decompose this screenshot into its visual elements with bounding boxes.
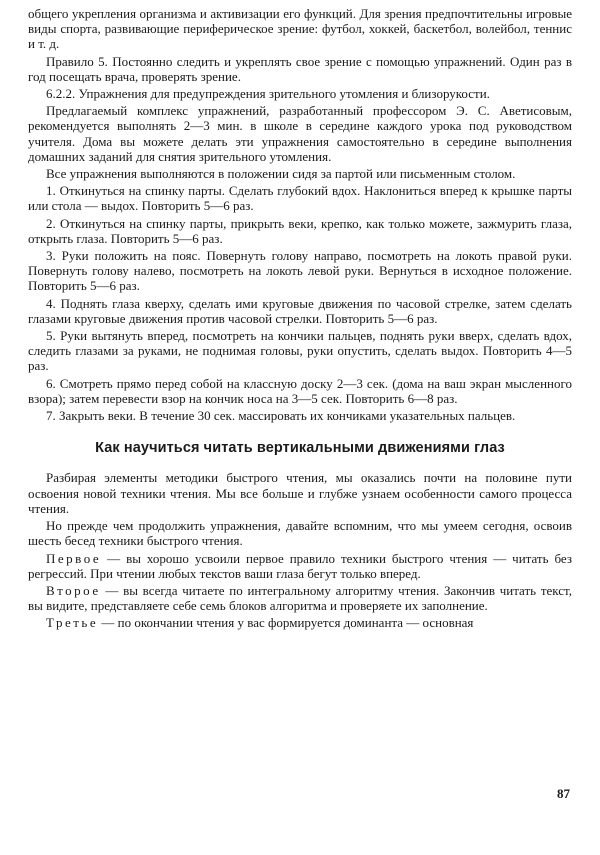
list-item-text: — по окончании чтения у вас формируется доминанта — основная xyxy=(98,615,474,631)
list-item-text: — вы хорошо усвоили первое правило техники быстрого чтения — читать без регрессий. При чтении любых текстов ваши глаза бегут только вперед. xyxy=(28,550,572,581)
rule-5-paragraph: Правило 5. Постоянно следить и укреплять свое зрение с помощью упражнений. Один раз в год посещать врача, проверять зрение. xyxy=(28,53,572,84)
paragraph: Все упражнения выполняются в положении сидя за партой или письменным столом. xyxy=(46,166,516,182)
spaced-lead-word: Первое xyxy=(46,550,102,566)
paragraph: Разбирая элементы методики быстрого чтения, мы оказались почти на половине пути освоения новой техники чтения. Мы все больше и глубже узнаем особенности самого процесса чтения. xyxy=(28,470,572,516)
exercise-item-7: 7. Закрыть веки. В течение 30 сек. массировать их кончиками указательных пальцев. xyxy=(46,408,516,424)
exercise-item-5: 5. Руки вытянуть вперед, посмотреть на кончики пальцев, поднять руки вверх, сделать вдох, следить глазами за руками, не поднимая головы, руки опустить, сделать выдох. Повторить 4—5 раз. xyxy=(28,328,572,374)
exercise-item-2: 2. Откинуться на спинку парты, прикрыть веки, крепко, как только можете, зажмурить глаза, открыть глаза. Повторить 5—6 раз. xyxy=(28,215,572,246)
paragraph: Но прежде чем продолжить упражнения, давайте вспомним, что мы умеем сегодня, освоив шесть бесед техники быстрого чтения. xyxy=(28,518,572,549)
section-heading-6-2-2: 6.2.2. Упражнения для предупреждения зрительного утомления и близорукости. xyxy=(46,86,490,102)
list-item-first xyxy=(28,551,572,581)
exercise-item-4: 4. Поднять глаза кверху, сделать ими круговые движения по часовой стрелке, затем сделать глазами круговые движения против часовой стрелки. Повторить 5—6 раз. xyxy=(28,295,572,326)
paragraph: Предлагаемый комплекс упражнений, разработанный профессором Э. С. Аветисовым, рекомендуется выполнять 2—3 мин. в школе в середине каждого урока под руководством учителя. Дома вы можете делать эти упражнения самостоятельно в середине выполнения домашних заданий для снятия зрительного утомления. xyxy=(28,103,572,164)
list-item-third xyxy=(28,615,572,630)
list-item-text: — вы всегда читаете по интегральному алгоритму чтения. Закончив читать текст, вы видите, представляете себе семь блоков алгоритма и проверяете их заполнение. xyxy=(28,582,572,614)
paragraph: общего укрепления организма и активизации его функций. Для зрения предпочтительны игровые виды спорта, развивающие периферическое зрение: футбол, хоккей, баскетбол, волейбол, теннис и т. д. xyxy=(28,6,572,52)
exercise-item-3: 3. Руки положить на пояс. Повернуть голову направо, посмотреть на локоть правой руки. Повернуть голову налево, посмотреть на локоть левой руки. Вернуться в исходное положение. Повторить 5—6 раз. xyxy=(28,248,572,294)
exercise-item-6: 6. Смотреть прямо перед собой на классную доску 2—3 сек. (дома на ваш экран мысленного взора); затем перевести взор на кончик носа на 3—5 сек. Повторить 6—8 раз. xyxy=(28,375,572,406)
spaced-lead-word: Второе xyxy=(46,582,101,598)
page-number: 87 xyxy=(557,786,570,801)
exercise-item-1: 1. Откинуться на спинку парты. Сделать глубокий вдох. Наклониться вперед к крышке парты или стола — выдох. Повторить 5—6 раз. xyxy=(28,183,572,214)
list-item-second xyxy=(28,583,572,613)
spaced-lead-word: Третье xyxy=(46,615,99,631)
chapter-heading: Как научиться читать вертикальными движениями глаз xyxy=(95,440,505,457)
